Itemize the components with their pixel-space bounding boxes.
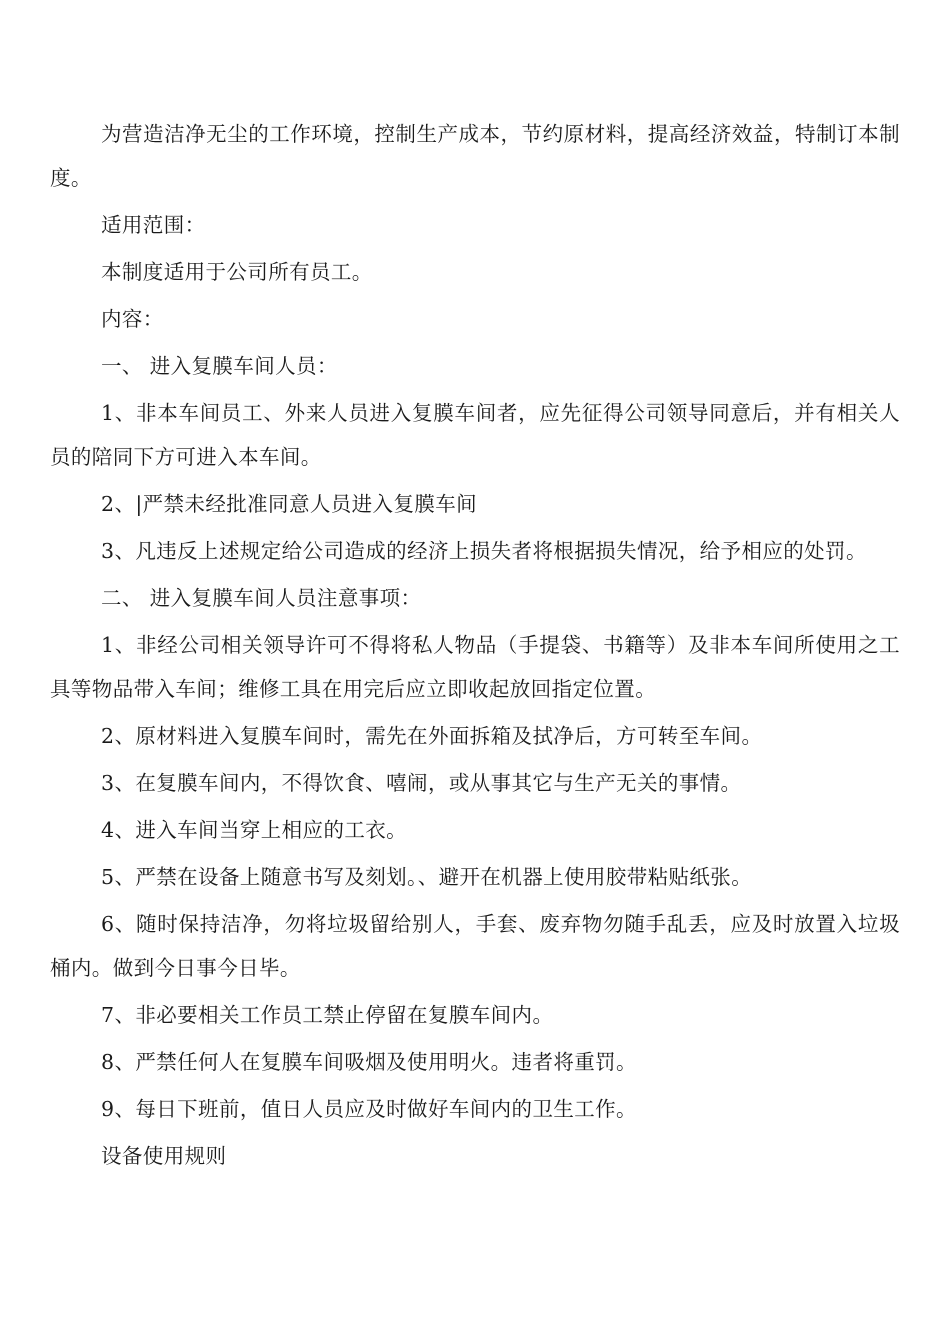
document-page [50, 112, 900, 1181]
section-1-heading: 一、 进入复膜车间人员： [101, 354, 338, 378]
content-heading: 内容： [101, 307, 164, 331]
section-2-item-4: 4、进入车间当穿上相应的工衣。 [101, 818, 408, 842]
section-1-item-3: 3、凡违反上述规定给公司造成的经济上损失者将根据损失情况，给予相应的处罚。 [101, 539, 867, 563]
equipment-rules-heading: 设备使用规则 [101, 1144, 227, 1168]
section-2-heading: 二、 进入复膜车间人员注意事项： [101, 586, 422, 610]
scope-heading: 适用范围： [101, 213, 206, 237]
section-2-item-2: 2、原材料进入复膜车间时，需先在外面拆箱及拭净后，方可转至车间。 [101, 724, 763, 748]
section-2-item-5: 5、严禁在设备上随意书写及刻划。、避开在机器上使用胶带粘贴纸张。 [101, 865, 753, 889]
section-2-item-8: 8、严禁任何人在复膜车间吸烟及使用明火。违者将重罚。 [101, 1050, 637, 1074]
section-1-item-2: 2、|严禁未经批准同意人员进入复膜车间 [101, 492, 478, 516]
section-2-item-9: 9、每日下班前，值日人员应及时做好车间内的卫生工作。 [101, 1097, 637, 1121]
section-1-item-1: 1、非本车间员工、外来人员进入复膜车间者，应先征得公司领导同意后，并有相关人员的陪同下方可进入本车间。 [50, 401, 900, 469]
section-2-item-7: 7、非必要相关工作员工禁止停留在复膜车间内。 [101, 1003, 554, 1027]
scope-text: 本制度适用于公司所有员工。 [101, 260, 373, 284]
section-2-item-3: 3、在复膜车间内，不得饮食、嘻闹，或从事其它与生产无关的事情。 [101, 771, 742, 795]
section-2-item-6: 6、随时保持洁净，勿将垃圾留给别人，手套、废弃物勿随手乱丢，应及时放置入垃圾桶内。做到今日事今日毕。 [50, 912, 900, 980]
intro-paragraph: 为营造洁净无尘的工作环境，控制生产成本，节约原材料，提高经济效益，特制订本制度。 [50, 122, 900, 190]
section-2-item-1: 1、非经公司相关领导许可不得将私人物品（手提袋、书籍等）及非本车间所使用之工具等物品带入车间；维修工具在用完后应立即收起放回指定位置。 [50, 633, 900, 701]
